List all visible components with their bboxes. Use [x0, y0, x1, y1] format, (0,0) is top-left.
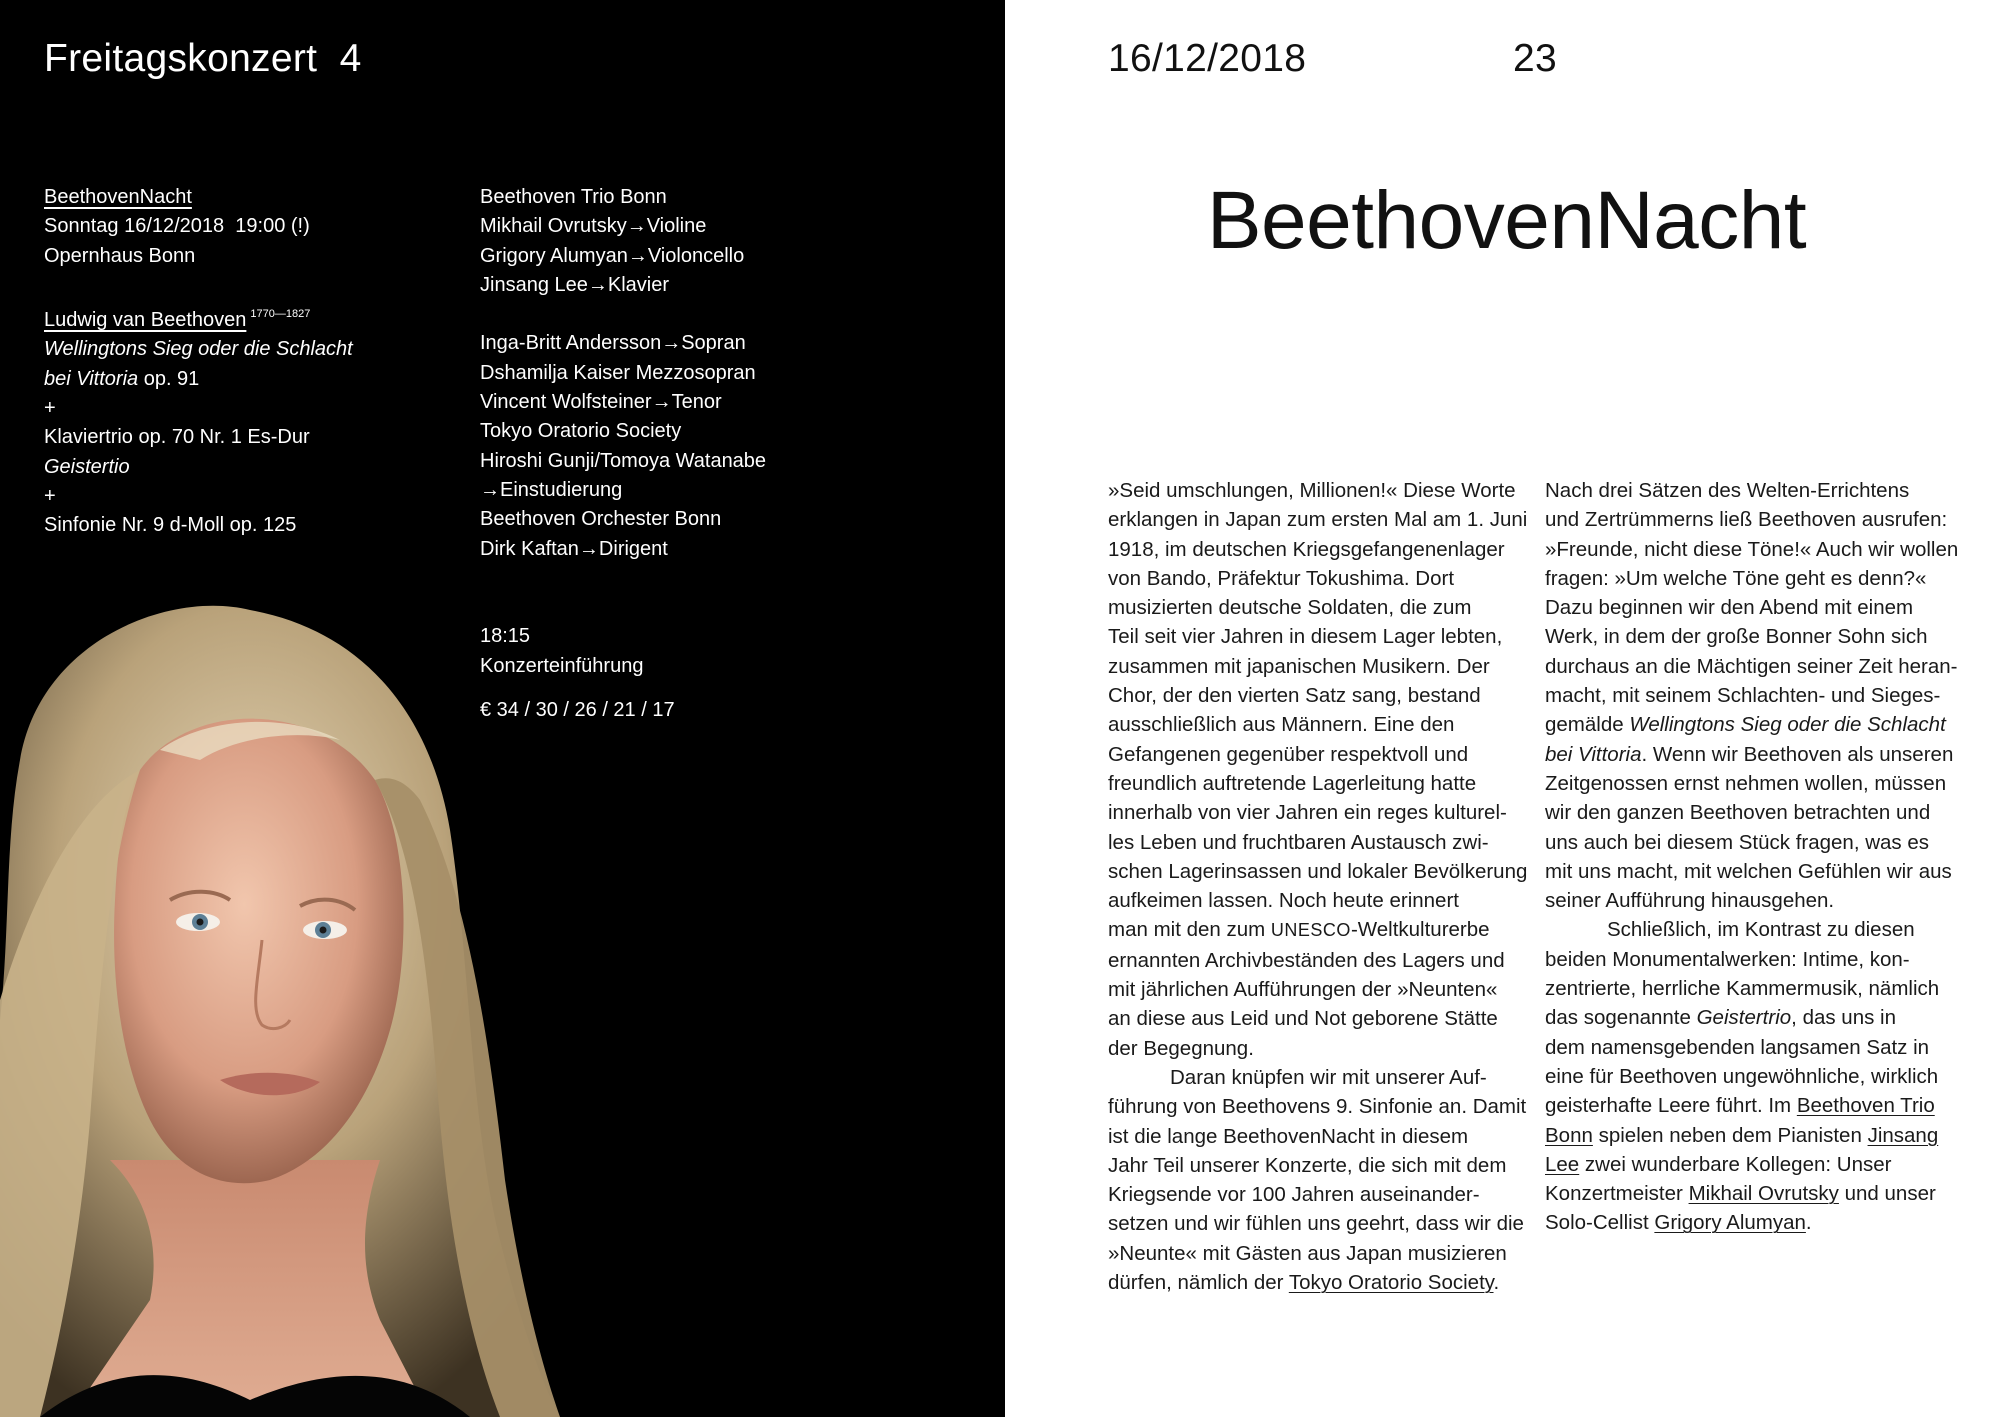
- performer-line: Inga-Britt Andersson→Sopran: [480, 332, 746, 355]
- series-number: 4: [339, 37, 362, 80]
- text-line: »Freunde, nicht diese Töne!« Auch wir wollen: [1545, 537, 1959, 561]
- article-column-2: [1545, 476, 1995, 1238]
- text-line: Dazu beginnen wir den Abend mit einem: [1545, 596, 1914, 620]
- link-beethoven-trio-bonn[interactable]: Beethoven Trio: [1796, 1094, 1935, 1118]
- text-line: führung von Beethovens 9. Sinfonie an. Damit: [1108, 1095, 1527, 1119]
- series-title: Freitagskonzert: [44, 37, 318, 80]
- text-line: freundlich auftretende Lagerleitung hatte: [1108, 771, 1477, 795]
- text-line: 1918, im deutschen Kriegsgefangenenlager: [1108, 537, 1505, 561]
- plus-separator: +: [44, 397, 56, 420]
- program-info: [44, 183, 353, 541]
- text-line: Konzertmeister Mikhail Ovrutsky und unser: [1545, 1182, 1936, 1206]
- link-jinsang-lee[interactable]: Lee: [1545, 1152, 1580, 1176]
- performer-line: Hiroshi Gunji/Tomoya Watanabe: [480, 449, 767, 472]
- link-mikhail-ovrutsky[interactable]: Mikhail Ovrutsky: [1688, 1182, 1839, 1206]
- text-line: ausschließlich aus Männern. Eine den: [1108, 713, 1455, 737]
- intro-time: 18:15: [480, 625, 531, 648]
- page-date: 16/12/2018: [1108, 37, 1307, 80]
- performer-line: Dshamilja Kaiser Mezzosopran: [480, 361, 756, 384]
- page-header-series: [44, 36, 362, 82]
- text-line: Solo-Cellist Grigory Alumyan.: [1545, 1211, 1812, 1235]
- text-line: Gefangenen gegenüber respektvoll und: [1108, 742, 1469, 766]
- page-number: 23: [1513, 37, 1557, 80]
- paragraph: [1545, 476, 1995, 915]
- text-line: Chor, der den vierten Satz sang, bestand: [1108, 684, 1481, 708]
- work2-title: Klaviertrio op. 70 Nr. 1 Es-Dur: [44, 426, 310, 449]
- text-line: Lee zwei wunderbare Kollegen: Unser: [1545, 1152, 1892, 1176]
- text-line: bei Vittoria. Wenn wir Beethoven als unseren: [1545, 742, 1954, 766]
- text-line: Bonn spielen neben dem Pianisten Jinsang: [1545, 1123, 1939, 1147]
- text-line: musizierten deutsche Soldaten, die zum: [1108, 596, 1472, 620]
- text-line: »Neunte« mit Gästen aus Japan musizieren: [1108, 1241, 1507, 1265]
- performer-line: Beethoven Orchester Bonn: [480, 508, 722, 531]
- text-line: seiner Aufführung hinausgehen.: [1545, 889, 1835, 913]
- text-line: schen Lagerinsassen und lokaler Bevölkerung: [1108, 859, 1528, 883]
- text-line: ernannten Archivbeständen des Lagers und: [1108, 948, 1505, 972]
- text-line: und Zertrümmerns ließ Beethoven ausrufen:: [1545, 508, 1948, 532]
- text-line: ist die lange BeethovenNacht in diesem: [1108, 1124, 1469, 1148]
- text-line: mit uns macht, mit welchen Gefühlen wir aus: [1545, 859, 1952, 883]
- event-datetime: Sonntag 16/12/2018 19:00 (!): [44, 215, 310, 238]
- text-line: »Seid umschlungen, Millionen!« Diese Worte: [1108, 479, 1516, 502]
- text-line: zusammen mit japanischen Musikern. Der: [1108, 654, 1490, 678]
- text-line: mit jährlichen Aufführungen der »Neunten«: [1108, 978, 1498, 1002]
- text-line: Zeitgenossen ernst nehmen wollen, müssen: [1545, 771, 1947, 795]
- performer-line: Mikhail Ovrutsky→Violine: [480, 215, 707, 238]
- link-beethoven-trio-bonn[interactable]: Bonn: [1545, 1123, 1593, 1147]
- unesco-abbr: UNESCO: [1270, 920, 1351, 941]
- paragraph: [1108, 476, 1538, 1063]
- work1-opus: op. 91: [138, 367, 200, 390]
- text-line: Werk, in dem der große Bonner Sohn sich: [1545, 625, 1928, 649]
- text-line: Teil seit vier Jahren in diesem Lager lebten,: [1108, 625, 1503, 649]
- composer-years: 1770—1827: [250, 308, 311, 321]
- text-line: setzen und wir fühlen uns geehrt, dass wir die: [1108, 1212, 1524, 1236]
- work1-title-line1: Wellingtons Sieg oder die Schlacht: [44, 338, 353, 361]
- text-line: Kriegsende vor 100 Jahren auseinander-: [1108, 1183, 1480, 1207]
- ticket-prices: € 34 / 30 / 26 / 21 / 17: [480, 699, 675, 722]
- portrait-photo: [0, 600, 560, 1417]
- text-line: der Begegnung.: [1108, 1036, 1254, 1060]
- event-venue: Opernhaus Bonn: [44, 244, 196, 267]
- text-line: Nach drei Sätzen des Welten-Errichtens: [1545, 479, 1910, 502]
- text-line: Jahr Teil unserer Konzerte, die sich mit dem: [1108, 1153, 1507, 1177]
- text-line: eine für Beethoven ungewöhnliche, wirklich: [1545, 1064, 1939, 1088]
- text-line: erklangen in Japan zum ersten Mal am 1. Juni: [1108, 508, 1528, 532]
- performer-line: →Einstudierung: [480, 478, 623, 501]
- text-line: beiden Monumentalwerken: Intime, kon-: [1545, 947, 1910, 971]
- performer-line: Jinsang Lee→Klavier: [480, 273, 669, 296]
- text-line: dürfen, nämlich der Tokyo Oratorio Society.: [1108, 1271, 1500, 1295]
- text-line: uns auch bei diesem Stück fragen, was es: [1545, 830, 1930, 854]
- text-line: dem namensgebenden langsamen Satz in: [1545, 1035, 1930, 1059]
- text-line: das sogenannte Geistertrio, das uns in: [1545, 1006, 1897, 1030]
- text-line: fragen: »Um welche Töne geht es denn?«: [1545, 566, 1927, 590]
- text-line: wir den ganzen Beethoven betrachten und: [1545, 801, 1931, 825]
- text-line: an diese aus Leid und Not geborene Stätte: [1108, 1007, 1498, 1031]
- text-line: Daran knüpfen wir mit unserer Auf-: [1170, 1065, 1487, 1089]
- performer-line: Vincent Wolfsteiner→Tenor: [480, 391, 722, 414]
- article-column-1: [1108, 476, 1538, 1297]
- geistertrio-italic: Geistertrio: [1696, 1006, 1792, 1030]
- text-line: geisterhafte Leere führt. Im Beethoven Trio: [1545, 1094, 1935, 1118]
- performer-line: Grigory Alumyan→Violoncello: [480, 244, 745, 267]
- work1-title-line2: bei Vittoria: [44, 367, 139, 390]
- work2-nickname: Geistertio: [44, 455, 130, 478]
- performer-line: Dirk Kaftan→Dirigent: [480, 537, 668, 560]
- right-page: [1005, 0, 2008, 1417]
- article-title: BeethovenNacht: [1206, 175, 1807, 266]
- paragraph: [1545, 915, 1995, 1237]
- text-line: innerhalb von vier Jahren ein reges kulturel-: [1108, 801, 1507, 825]
- text-line: gemälde Wellingtons Sieg oder die Schlacht: [1545, 713, 1946, 737]
- text-line: von Bando, Präfektur Tokushima. Dort: [1108, 566, 1455, 590]
- text-line: zentrierte, herrliche Kammermusik, nämlich: [1545, 977, 1940, 1001]
- link-jinsang-lee[interactable]: Jinsang: [1867, 1123, 1939, 1147]
- performer-line: Beethoven Trio Bonn: [480, 186, 667, 208]
- paragraph: [1108, 1063, 1538, 1297]
- composer-name: Ludwig van Beethoven: [44, 309, 247, 332]
- event-name: BeethovenNacht: [44, 186, 192, 208]
- intro-label: Konzerteinführung: [480, 654, 644, 677]
- text-line: man mit den zum UNESCO-Weltkulturerbe: [1108, 918, 1490, 942]
- link-grigory-alumyan[interactable]: Grigory Alumyan: [1654, 1211, 1806, 1235]
- performer-line: Tokyo Oratorio Society: [480, 420, 682, 443]
- text-line: macht, mit seinem Schlachten- und Sieges-: [1545, 684, 1941, 708]
- work-title-italic: bei Vittoria: [1545, 742, 1642, 766]
- link-tokyo-oratorio-society[interactable]: Tokyo Oratorio Society: [1288, 1271, 1494, 1295]
- text-line: durchaus an die Mächtigen seiner Zeit heran-: [1545, 654, 1958, 678]
- text-line: les Leben und fruchtbaren Austausch zwi-: [1108, 830, 1489, 854]
- text-line: Schließlich, im Kontrast zu diesen: [1607, 918, 1915, 942]
- work-title-italic: Wellingtons Sieg oder die Schlacht: [1629, 713, 1946, 737]
- work3-title: Sinfonie Nr. 9 d-Moll op. 125: [44, 514, 297, 537]
- text-line: aufkeimen lassen. Noch heute erinnert: [1108, 889, 1459, 913]
- plus-separator: +: [44, 484, 56, 507]
